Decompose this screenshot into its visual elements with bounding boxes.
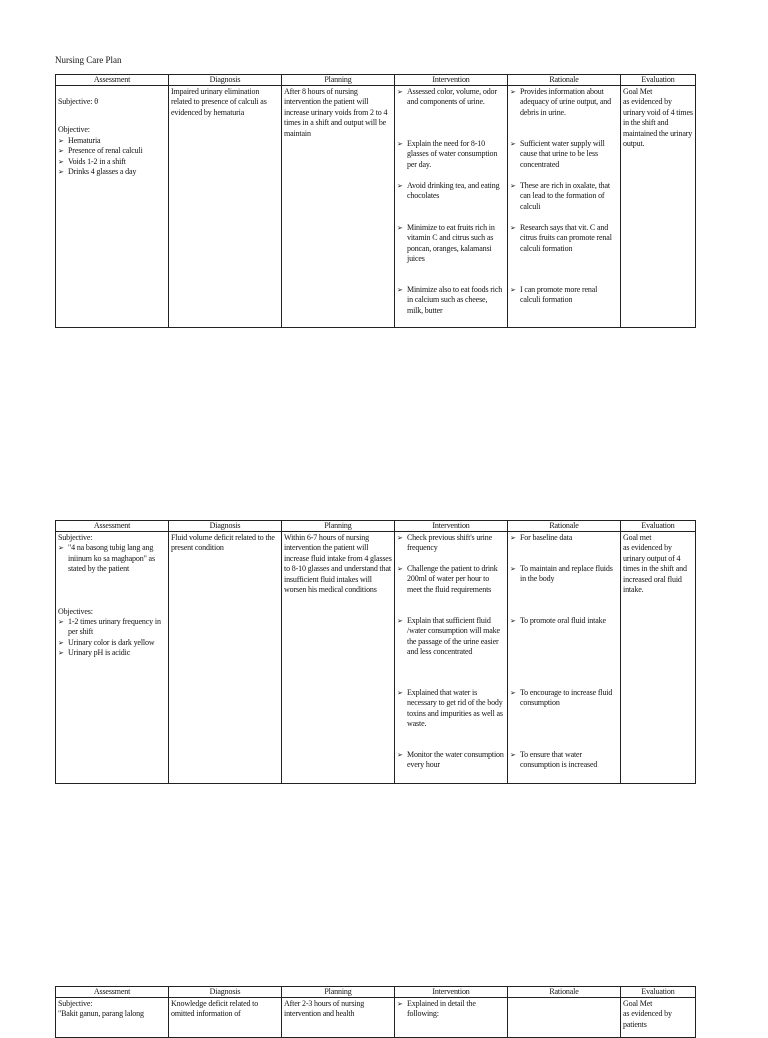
list-item: ➢ Assessed color, volume, odor and components of urine. xyxy=(397,87,505,139)
list-item: ➢ Check previous shift's urine frequency xyxy=(397,533,505,564)
list-item: ➢ Provides information about adequacy of urine output, and debris in urine. xyxy=(510,87,618,139)
assessment-cell xyxy=(56,86,169,328)
rationale-list xyxy=(510,533,618,771)
rationale-list xyxy=(510,87,618,306)
objective-list xyxy=(58,617,166,659)
planning-cell xyxy=(282,998,395,1038)
diagnosis-text: Fluid volume deficit related to the present condition xyxy=(171,533,275,553)
planning-text: After 2-3 hours of nursing intervention and health xyxy=(284,999,365,1019)
header-diagnosis: Diagnosis xyxy=(169,521,282,532)
header-assessment: Assessment xyxy=(56,521,169,532)
list-item: ➢ To ensure that water consumption is increased xyxy=(510,750,618,771)
intervention-cell xyxy=(395,532,508,784)
rationale-cell xyxy=(508,86,621,328)
list-item: ➢ Avoid drinking tea, and eating chocolates xyxy=(397,181,505,223)
care-plan-table-1 xyxy=(55,74,696,328)
list-item: ➢ Challenge the patient to drink 200ml of water per hour to meet the fluid requirements xyxy=(397,564,505,616)
intervention-cell xyxy=(395,998,508,1038)
evaluation-body: as evidenced by urinary output of 4 times in the shift and increased oral fluid intake. xyxy=(623,543,687,595)
list-item: ➢ Research says that vit. C and citrus fruits can promote renal calculi formation xyxy=(510,223,618,285)
objective-list xyxy=(58,136,166,178)
list-item: ➢ Explain the need for 8-10 glasses of water consumption per day. xyxy=(397,139,505,181)
list-item: ➢ Hematuria xyxy=(58,136,166,146)
list-item: ➢ Minimize to eat fruits rich in vitamin C and citrus such as poncan, oranges, kalamansi juices xyxy=(397,223,505,285)
header-diagnosis: Diagnosis xyxy=(169,987,282,998)
evaluation-body: as evidenced by patients xyxy=(623,1009,672,1029)
list-item: ➢ These are rich in oxalate, that can lead to the formation of calculi xyxy=(510,181,618,223)
list-item: ➢ Voids 1-2 in a shift xyxy=(58,157,166,167)
table-header-row xyxy=(56,75,696,86)
planning-text: Within 6-7 hours of nursing intervention the patient will increase fluid intake from 4 glasses to 8-10 glasses and understand that insufficient fluid intakes will worsen his medical conditions xyxy=(284,533,392,595)
subjective-text: Subjective: θ xyxy=(58,97,98,106)
intervention-list xyxy=(397,533,505,771)
subjective-label: Subjective: xyxy=(58,999,93,1008)
list-item: ➢ To maintain and replace fluids in the body xyxy=(510,564,618,616)
evaluation-cell xyxy=(621,998,696,1038)
intervention-list xyxy=(397,999,505,1020)
planning-cell xyxy=(282,532,395,784)
list-item: ➢ Urinary pH is acidic xyxy=(58,648,166,658)
header-evaluation: Evaluation xyxy=(621,75,696,86)
evaluation-head: Goal Met xyxy=(623,999,653,1008)
table-row xyxy=(56,998,696,1038)
header-diagnosis: Diagnosis xyxy=(169,75,282,86)
care-plan-table-2 xyxy=(55,520,696,784)
diagnosis-cell xyxy=(169,998,282,1038)
header-intervention: Intervention xyxy=(395,75,508,86)
subjective-list xyxy=(58,543,166,574)
header-evaluation: Evaluation xyxy=(621,521,696,532)
rationale-cell xyxy=(508,532,621,784)
subjective-label: Subjective: xyxy=(58,533,93,542)
header-evaluation: Evaluation xyxy=(621,987,696,998)
list-item: ➢ Explain that sufficient fluid /water consumption will make the passage of the urine easier and less concentrated xyxy=(397,616,505,688)
header-rationale: Rationale xyxy=(508,521,621,532)
assessment-cell xyxy=(56,998,169,1038)
header-intervention: Intervention xyxy=(395,521,508,532)
list-item: ➢ Urinary color is dark yellow xyxy=(58,638,166,648)
list-item: ➢ 1-2 times urinary frequency in per shift xyxy=(58,617,166,638)
list-item: ➢ To encourage to increase fluid consumption xyxy=(510,688,618,750)
list-item: ➢ Minimize also to eat foods rich in calcium such as cheese, milk, butter xyxy=(397,285,505,316)
list-item: ➢ Presence of renal calculi xyxy=(58,146,166,156)
table-header-row xyxy=(56,521,696,532)
objective-label: Objectives: xyxy=(58,606,93,616)
diagnosis-cell xyxy=(169,532,282,784)
list-item: ➢ For baseline data xyxy=(510,533,618,564)
table-header-row xyxy=(56,987,696,998)
list-item: ➢ Monitor the water consumption every hour xyxy=(397,750,505,771)
intervention-cell xyxy=(395,86,508,328)
subjective-quote: "Bakit ganun, parang lalong xyxy=(58,1009,144,1019)
intervention-list xyxy=(397,87,505,316)
planning-cell xyxy=(282,86,395,328)
assessment-cell xyxy=(56,532,169,784)
table-row xyxy=(56,86,696,328)
table-row xyxy=(56,532,696,784)
list-item: ➢ "4 na basong tubig lang ang iniinum ko sa maghapon" as stated by the patient xyxy=(58,543,166,574)
header-planning: Planning xyxy=(282,987,395,998)
header-rationale: Rationale xyxy=(508,75,621,86)
header-planning: Planning xyxy=(282,75,395,86)
header-assessment: Assessment xyxy=(56,75,169,86)
list-item: ➢ Explained that water is necessary to get rid of the body toxins and impurities as well as waste. xyxy=(397,688,505,750)
evaluation-body: as evidenced by urinary void of 4 times in the shift and maintained the urinary output. xyxy=(623,97,693,149)
list-item: ➢ Drinks 4 glasses a day xyxy=(58,167,166,177)
evaluation-head: Goal met xyxy=(623,533,652,542)
diagnosis-cell xyxy=(169,86,282,328)
document-title: Nursing Care Plan xyxy=(55,55,122,65)
diagnosis-text: Impaired urinary elimination related to presence of calculi as evidenced by hematuria xyxy=(171,87,267,117)
list-item: ➢ I can promote more renal calculi formation xyxy=(510,285,618,306)
evaluation-cell xyxy=(621,532,696,784)
planning-text: After 8 hours of nursing intervention the patient will increase urinary voids from 2 to 4 times in a shift and output will be maintain xyxy=(284,87,388,138)
diagnosis-text: Knowledge deficit related to omitted information of xyxy=(171,999,259,1019)
header-intervention: Intervention xyxy=(395,987,508,998)
evaluation-cell xyxy=(621,86,696,328)
header-planning: Planning xyxy=(282,521,395,532)
list-item: ➢ Sufficient water supply will cause that urine to be less concentrated xyxy=(510,139,618,181)
care-plan-table-3 xyxy=(55,986,696,1038)
list-item: ➢ Explained in detail the following: xyxy=(397,999,505,1020)
rationale-cell xyxy=(508,998,621,1038)
evaluation-head: Goal Met xyxy=(623,87,653,96)
header-assessment: Assessment xyxy=(56,987,169,998)
list-item: ➢ To promote oral fluid intake xyxy=(510,616,618,688)
header-rationale: Rationale xyxy=(508,987,621,998)
objective-label: Objective: xyxy=(58,125,90,135)
